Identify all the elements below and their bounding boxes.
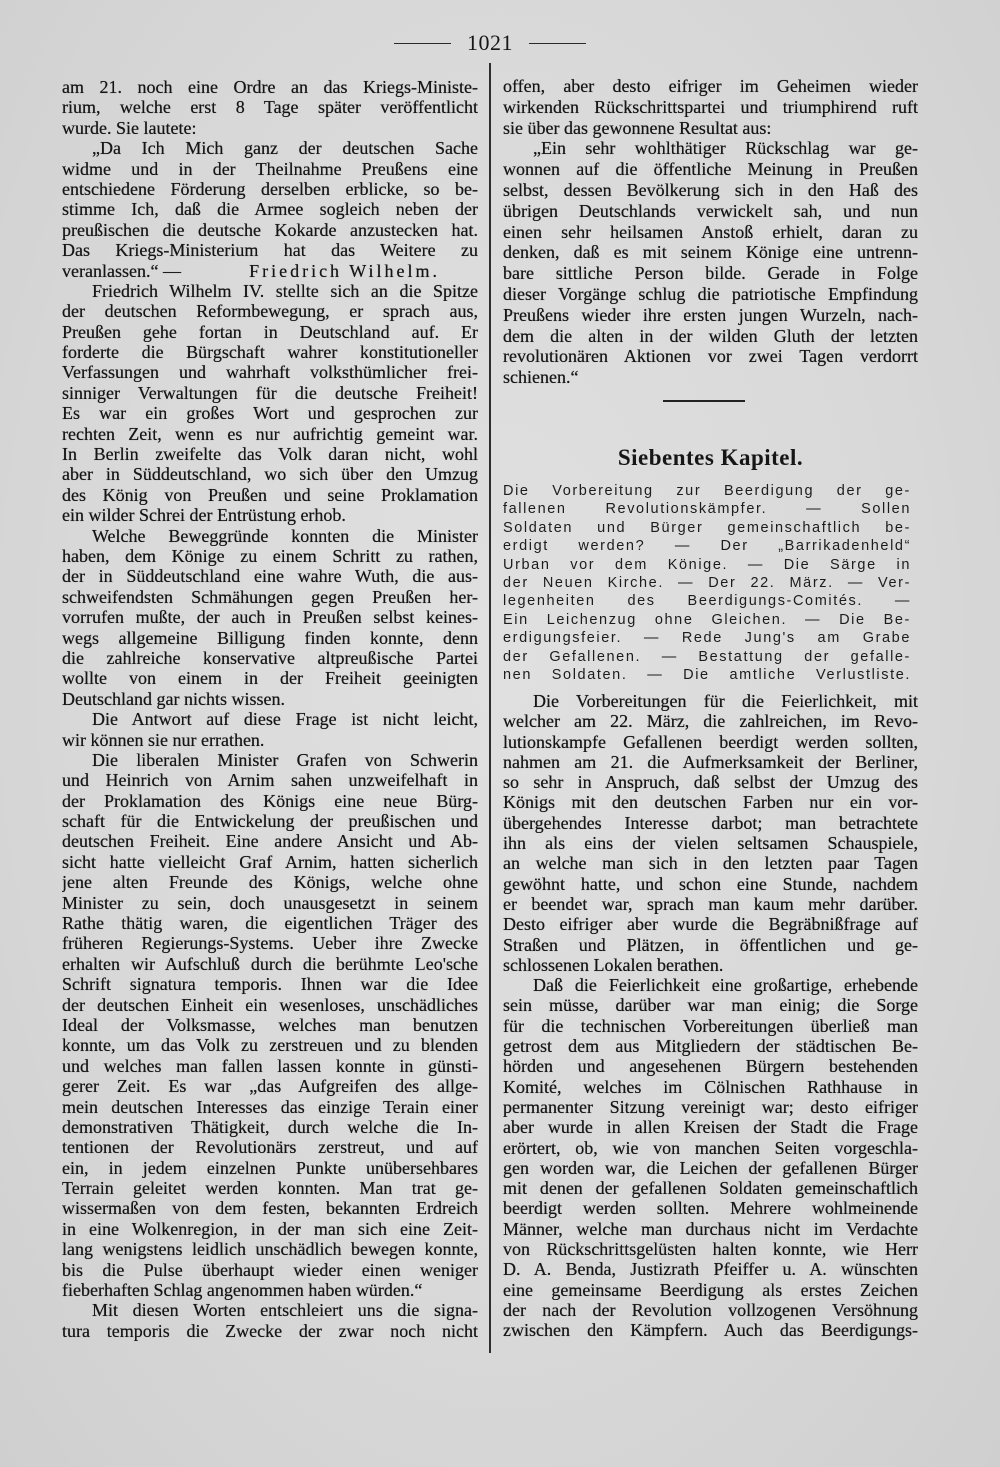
text-line: Welche Beweggründe konnten die Minister <box>92 525 478 546</box>
text-line: gerer Zeit. Es war „das Aufgreifen des allge- <box>62 1076 478 1097</box>
text-line: so sehr in Anspruch, daß selbst der Umzug des <box>503 772 918 793</box>
signature: Friedrich Wilhelm. <box>249 260 440 281</box>
text-line: ein, in jedem einzelnen Punkte unübersehbares <box>62 1157 478 1178</box>
closing-line <box>62 261 478 281</box>
text-line: Das Kriegs-Ministerium hat das Weitere zu <box>62 240 478 261</box>
text-line: des König von Preußen und seine Proklamation <box>62 484 478 505</box>
text-line: Friedrich Wilhelm IV. stellte sich an die Spitze <box>92 280 478 301</box>
text-line: schaft für die Entwickelung der preußischen und <box>62 811 478 832</box>
text-line: wirkenden Rückschrittspartei und triumphirend ruft <box>503 96 918 117</box>
text-line: Preußen gehe fortan in Deutschland auf. Er <box>62 321 478 342</box>
text-line: wir können sie nur errathen. <box>62 729 265 750</box>
text-line: lutionskampfe Gefallenen beerdigt werden sollten, <box>503 731 918 752</box>
text-line: für die technischen Vorbereitungen überließ man <box>503 1015 918 1036</box>
summary-line: der Neuen Kirche. — Der 22. März. — Ver- <box>503 574 911 591</box>
text-line: revolutionären Aktionen vor zwei Tagen verdorrt <box>503 346 918 367</box>
paragraph <box>503 975 918 1340</box>
text-line: haben, dem Könige zu einem Schritt zu rathen, <box>62 545 478 566</box>
paragraph <box>62 1300 478 1341</box>
text-line: in eine Wolkenregion, in der man sich eine Zeit- <box>62 1218 478 1239</box>
text-line: Preußens wieder ihre ersten jungen Wurzeln, nach- <box>503 304 918 325</box>
text-line: vorrufen mußte, der auch in Preußen selbst keines- <box>62 607 478 628</box>
text-line: wonnen auf die öffentliche Meinung in Preußen <box>503 159 918 180</box>
text-line: übrigen Deutschlands verwickelt sah, und nun <box>503 200 918 221</box>
text-line: getrost dem aus Mitgliedern der städtischen Be- <box>503 1036 918 1057</box>
summary-line: der Gefallenen. — Bestattung der gefalle- <box>503 648 911 665</box>
text-line: Die Antwort auf diese Frage ist nicht leicht, <box>92 709 478 730</box>
text-line: schienen.“ <box>503 367 579 388</box>
text-line: und welches man fallen lassen konnte in günsti- <box>62 1055 478 1076</box>
text-line: schlossenen Lokalen berathen. <box>503 954 724 975</box>
text-line: dem die alten in der wilden Gluth der letzten <box>503 325 918 346</box>
summary-line: nen Soldaten. — Die amtliche Verlustliste. <box>503 666 911 683</box>
text-line: wurde. Sie lautete: <box>62 117 197 138</box>
right-column-continuation <box>503 76 918 388</box>
text-line: früheren Regierungs-Systems. Ueber ihre Zwecke <box>62 933 478 954</box>
text-line: der Proklamation des Königs eine neue Bürg- <box>62 790 478 811</box>
paragraph <box>62 281 478 526</box>
text-line: jene alten Freunde des Königs, welche ohne <box>62 872 478 893</box>
summary-line: Soldaten und Bürger gemeinschaftlich be- <box>503 519 911 536</box>
text-line: sein müsse, darüber war man einig; die Sorge <box>503 995 918 1016</box>
text-line: preußischen die deutsche Kokarde anzustecken hat. <box>62 219 478 240</box>
text-line: bare sittliche Person bilde. Gerade in Folge <box>503 263 918 284</box>
summary-line: Ein Leichenzug ohne Gleichen. — Die Be- <box>503 611 911 628</box>
text-line: wissermaßen von dem festen, bekannten Erdreich <box>62 1198 478 1219</box>
text-line: tentionen der Revolutionärs zerstreut, und auf <box>62 1137 478 1158</box>
text-line: der deutschen Einheit ein wesenloses, unschädliches <box>62 994 478 1015</box>
text-line: wegs allgemeine Billigung finden konnte, denn <box>62 627 478 648</box>
paragraph <box>62 77 478 138</box>
summary-line: fallenen Revolutionskämpfer. — Sollen <box>503 501 911 518</box>
paragraph <box>62 526 478 710</box>
column-divider <box>489 63 491 1353</box>
text-line: bis die Pulse überhaupt wieder einen weniger <box>62 1259 478 1280</box>
summary-line: Die Vorbereitung zur Beerdigung der ge- <box>503 483 911 499</box>
text-line: eine gemeinsame Beerdigung als erstes Zeichen <box>503 1279 918 1300</box>
text-line: hörden und angesehenen Bürgern bestehenden <box>503 1056 918 1077</box>
text-line: Komité, welches im Cölnischen Rathhause in <box>503 1076 918 1097</box>
text-line: fieberhaften Schlag angenommen haben würden.“ <box>62 1280 423 1301</box>
text-line: zwischen den Kämpfern. Auch das Beerdigungs- <box>503 1320 918 1341</box>
summary-line: erdigt werden? — Der „Barrikadenheld“ <box>503 538 911 555</box>
text-line: Terrain geleitet werden konnten. Man trat ge- <box>62 1178 478 1199</box>
text-line: rium, welche erst 8 Tage später veröffentlicht <box>62 97 478 118</box>
text-line: welcher am 22. März, die zahlreichen, im Revo- <box>503 711 918 732</box>
text-line: veranlassen.“ — <box>62 260 181 281</box>
text-line: einen sehr heilsamen Anstoß erhielt, daran zu <box>503 221 918 242</box>
paragraph <box>503 76 918 138</box>
text-line: sinniger Verwaltungen für die deutsche Freiheit! <box>62 382 478 403</box>
text-line: Straßen und Plätzen, in öffentlichen und ge- <box>503 934 918 955</box>
text-line: konnte, um das Volk zu zerstreuen und zu blenden <box>62 1035 478 1056</box>
text-line: Die liberalen Minister Grafen von Schwerin <box>92 749 478 770</box>
left-column <box>62 77 478 1341</box>
text-line: demonstrativen Thätigkeit, durch welche die In- <box>62 1116 478 1137</box>
text-line: der nach der Revolution vollzogenen Versöhnung <box>503 1299 918 1320</box>
text-line: Verfassungen und wahrhaft volksthümlicher frei- <box>62 362 478 383</box>
text-line: In Berlin zweifelte das Volk daran nicht, wohl <box>62 444 478 465</box>
text-line: ein wilder Schrei der Entrüstung erhob. <box>62 505 346 526</box>
text-line: übergehendes Interesse darbot; man betrachtete <box>503 812 918 833</box>
chapter-body <box>503 691 918 1341</box>
text-line: Daß die Feierlichkeit eine großartige, erhebende <box>533 975 918 996</box>
text-line: Deutschland gar nichts wissen. <box>62 688 285 709</box>
text-line: mit denen der gefallenen Soldaten gemeinschaftlich <box>503 1178 918 1199</box>
text-line: er beendet war, sprach man kaum mehr darüber. <box>503 893 918 914</box>
text-line: Ideal der Volksmasse, welches man benutzen <box>62 1014 478 1035</box>
text-line: erhalten wir Aufschluß durch die berühmte Leo'sche <box>62 953 478 974</box>
text-line: mein deutschen Interesses das einzige Terain einer <box>62 1096 478 1117</box>
text-line: die zahlreiche konservative altpreußische Partei <box>62 647 478 668</box>
text-line: Schrift signatura temporis. Ihnen war die Idee <box>62 974 478 995</box>
page-header <box>0 28 980 58</box>
text-line: Rathe thätig waren, die eigentlichen Träger des <box>62 913 478 934</box>
text-line: der in Süddeutschland eine wahre Wuth, die aus- <box>62 566 478 587</box>
chapter-title: Siebentes Kapitel. <box>617 445 804 470</box>
text-line: erörtert, ob, wie von manchen Seiten vorgeschla- <box>503 1137 918 1158</box>
summary-line: Urban vor dem Könige. — Die Särge in <box>503 556 911 573</box>
header-rule-left <box>394 43 451 44</box>
paragraph <box>62 709 478 750</box>
text-line: nahmen am 21. die Aufmerksamkeit der Berliner, <box>503 751 918 772</box>
text-line: ihn als eins der vielen seltsamen Schauspiele, <box>503 833 918 854</box>
text-line: Mit diesen Worten entschleiert uns die signa- <box>92 1300 478 1321</box>
chapter-divider <box>663 400 745 402</box>
text-line: Die Vorbereitungen für die Feierlichkeit, mit <box>533 691 918 711</box>
text-line: aber in Süddeutschland, wo sich über den Umzug <box>62 464 478 485</box>
text-line: aber wurde in allen Kreisen der Stadt die Frage <box>503 1117 918 1138</box>
summary-line: erdigungsfeier. — Rede Jung's am Grabe <box>503 630 911 647</box>
text-line: der deutschen Reformbewegung, er sprach aus, <box>62 301 478 322</box>
text-line: dieser Vorgänge schlug die patriotische Empfindung <box>503 283 918 304</box>
paragraph <box>503 691 918 975</box>
text-line: und Heinrich von Arnim sahen unzweifelhaft in <box>62 770 478 791</box>
text-line: Es war ein großes Wort und gesprochen zur <box>62 403 478 424</box>
header-rule-right <box>529 43 586 44</box>
text-line: D. A. Benda, Justizrath Pfeiffer u. A. wünschten <box>503 1259 918 1280</box>
text-line: sicht hatte vielleicht Graf Arnim, hatten sicherlich <box>62 851 478 872</box>
text-line: deutschen Freiheit. Eine andere Ansicht und Ab- <box>62 831 478 852</box>
text-line: lang wenigstens leidlich unschädlich bewegen konnte, <box>62 1239 478 1260</box>
text-line: wollte von einem in der Freiheit geeinigten <box>62 668 478 689</box>
text-line: entschiedene Förderung derselben erblicke, so be- <box>62 178 478 199</box>
text-line: forderte die Bürgschaft wahrer konstitutioneller <box>62 342 478 363</box>
text-line: beerdigt werden sollten. Mehrere wohlmeinende <box>503 1198 918 1219</box>
paragraph <box>503 138 918 388</box>
text-line: widme und in der Theilnahme Preußens eine <box>62 158 478 179</box>
page-number: 1021 <box>467 30 513 55</box>
text-line: „Ein sehr wohlthätiger Rückschlag war ge- <box>533 138 918 159</box>
text-line: rechten Zeit, wenn es nur aufrichtig gemeint war. <box>62 423 478 444</box>
text-line: selbst, dessen Bevölkerung sich in den Haß des <box>503 179 918 200</box>
text-line: schweifendsten Schmähungen gegen Preußen her- <box>62 586 478 607</box>
text-line: von Rückschrittsgelüsten halten konnte, wie Herr <box>503 1239 918 1260</box>
text-line: sie über das gewonnene Resultat aus: <box>503 117 772 138</box>
text-line: offen, aber desto eifriger im Geheimen wieder <box>503 76 918 96</box>
text-line: permanenter Sitzung vereinigt war; desto eifriger <box>503 1096 918 1117</box>
text-line: an welche man sich in den letzten paar Tagen <box>503 853 918 874</box>
text-line: stimme Ich, daß die Armee sogleich neben der <box>62 199 478 220</box>
paragraph <box>62 750 478 1301</box>
text-line: gewöhnt hatte, und schon eine Stunde, nachdem <box>503 873 918 894</box>
text-line: „Da Ich Mich ganz der deutschen Sache <box>92 138 478 159</box>
text-line: Männer, welche man durchaus nicht im Verdachte <box>503 1218 918 1239</box>
text-line: tura temporis die Zwecke der zwar noch nicht <box>62 1320 478 1341</box>
text-line: denken, daß es mit seinem Könige eine untrenn- <box>503 242 918 263</box>
summary-line: legenheiten des Beerdigungs-Comités. — <box>503 593 911 610</box>
text-line: Königs mit den deutschen Farben nur ein vor- <box>503 792 918 813</box>
chapter-summary <box>503 482 911 684</box>
text-line: Desto eifriger aber wurde die Begräbnißfrage auf <box>503 914 918 935</box>
paragraph <box>62 138 478 281</box>
text-line: am 21. noch eine Ordre an das Kriegs-Ministe- <box>62 77 478 97</box>
text-line: Minister zu sein, doch unausgesetzt in seinem <box>62 892 478 913</box>
text-line: gen worden war, die Leichen der gefallenen Bürger <box>503 1157 918 1178</box>
